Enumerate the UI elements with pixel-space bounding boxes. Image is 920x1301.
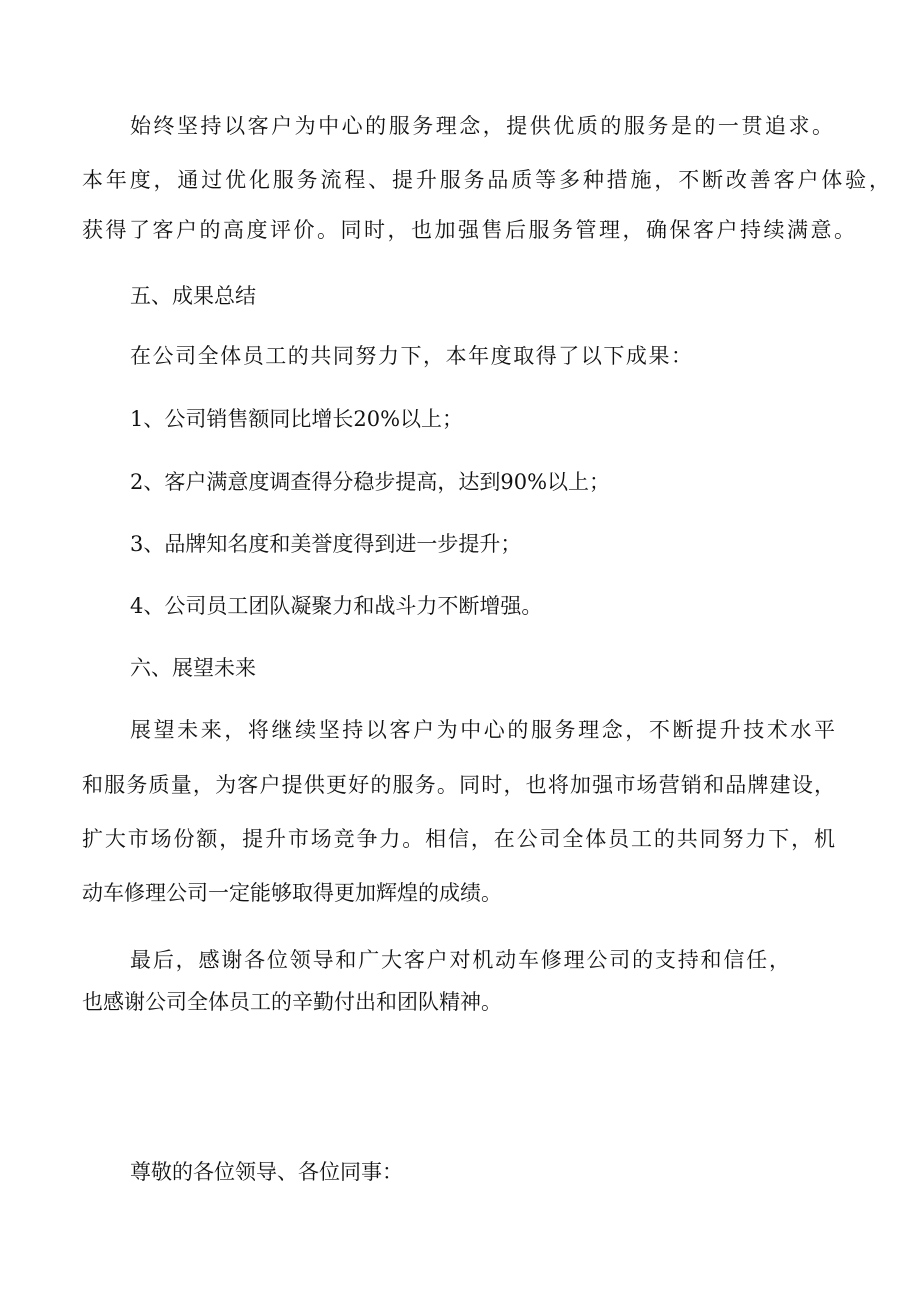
- service-paragraph-line-1: 始终坚持以客户为中心的服务理念，提供优质的服务是的一贯追求。: [130, 114, 833, 138]
- section5-heading: 五、成果总结: [130, 284, 256, 308]
- achievement-item-1: 1、公司销售额同比增长20%以上；: [130, 407, 464, 431]
- achievement-item-3: 3、品牌知名度和美誉度得到进一步提升；: [130, 532, 522, 556]
- thanks-paragraph-line-2: 也感谢公司全体员工的辛勤付出和团队精神。: [82, 990, 502, 1014]
- section6-heading: 六、展望未来: [130, 656, 256, 680]
- thanks-paragraph-line-1: 最后，感谢各位领导和广大客户对机动车修理公司的支持和信任，: [130, 948, 790, 972]
- achievement-item-4: 4、公司员工团队凝聚力和战斗力不断增强。: [130, 594, 543, 618]
- achievement-item-2: 2、客户满意度调查得分稳步提高，达到90%以上；: [130, 470, 611, 494]
- outlook-paragraph-line-2: 和服务质量，为客户提供更好的服务。同时，也将加强市场营销和品牌建设，: [82, 773, 835, 797]
- service-paragraph-line-3: 获得了客户的高度评价。同时，也加强售后服务管理，确保客户持续满意。: [82, 218, 855, 242]
- salutation: 尊敬的各位领导、各位同事：: [130, 1160, 403, 1184]
- section5-intro: 在公司全体员工的共同努力下，本年度取得了以下成果：: [130, 344, 692, 368]
- outlook-paragraph-line-3: 扩大市场份额，提升市场竞争力。相信，在公司全体员工的共同努力下，机: [82, 827, 835, 851]
- service-paragraph-line-2: 本年度，通过优化服务流程、提升服务品质等多种措施，不断改善客户体验，: [82, 168, 890, 192]
- outlook-paragraph-line-4: 动车修理公司一定能够取得更加辉煌的成绩。: [82, 881, 502, 905]
- outlook-paragraph-line-1: 展望未来，将继续坚持以客户为中心的服务理念，不断提升技术水平: [130, 718, 835, 742]
